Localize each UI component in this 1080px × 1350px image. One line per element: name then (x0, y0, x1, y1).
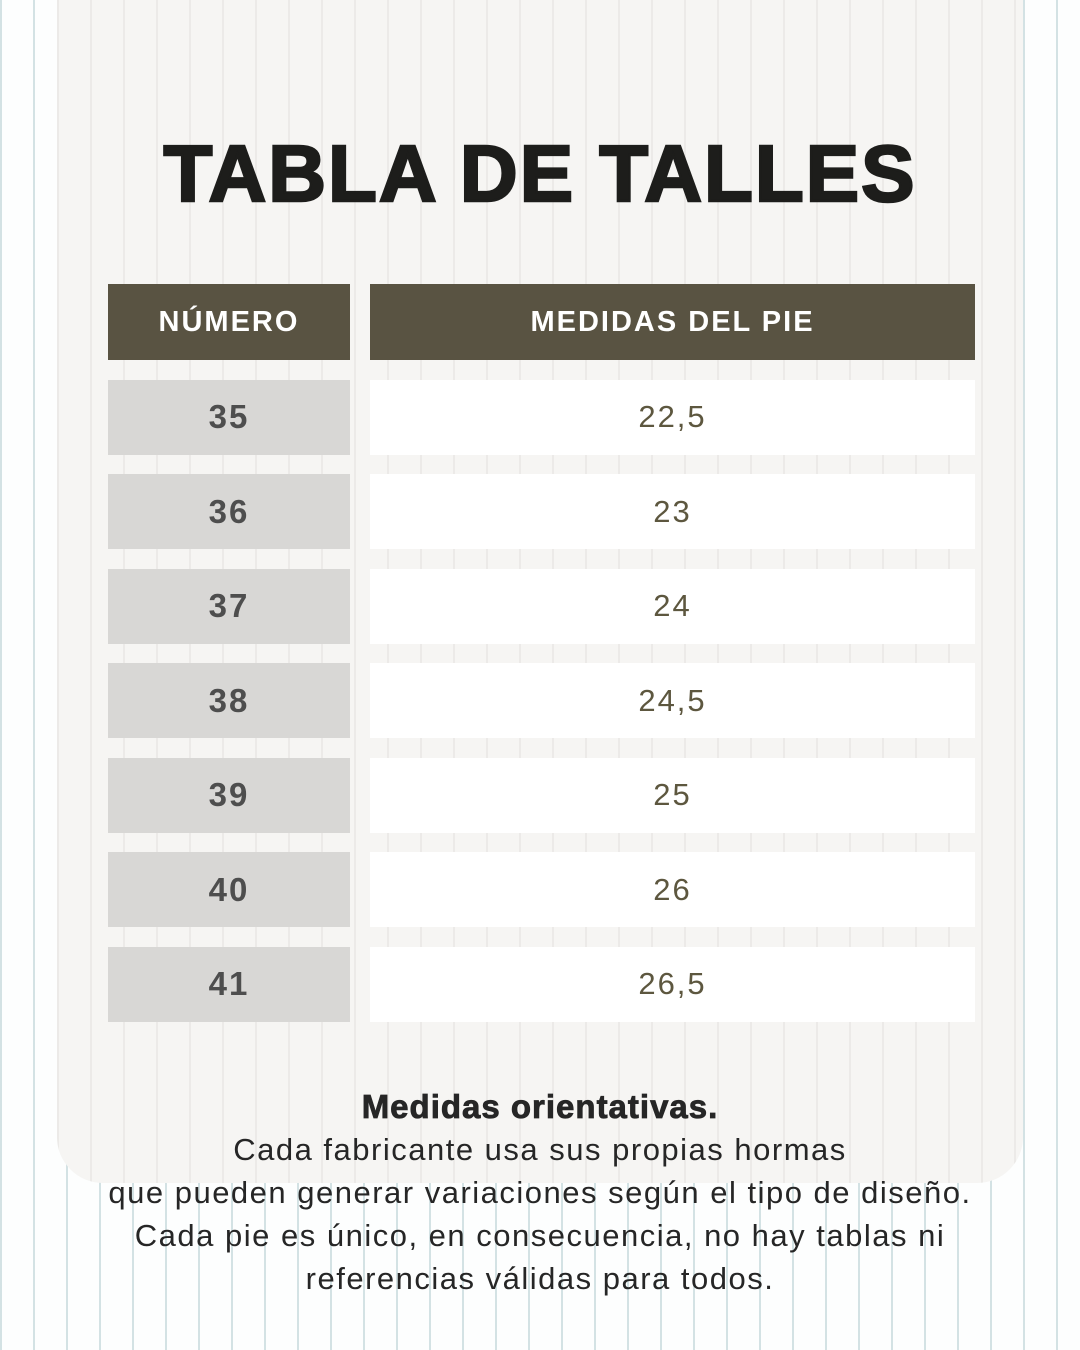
measure-cell: 26 (370, 852, 975, 927)
size-cell: 39 (108, 758, 350, 833)
measure-cell: 24 (370, 569, 975, 644)
measure-cell: 22,5 (370, 380, 975, 455)
size-cell: 41 (108, 947, 350, 1022)
footer-note (0, 1085, 1080, 1300)
column-header-number: NÚMERO (108, 284, 350, 360)
measure-cell: 25 (370, 758, 975, 833)
size-table (108, 284, 975, 1022)
size-cell: 38 (108, 663, 350, 738)
page-title: TABLA DE TALLES (163, 129, 917, 218)
size-cell: 37 (108, 569, 350, 644)
measure-cell: 24,5 (370, 663, 975, 738)
footer-line: que pueden generar variaciones según el tipo de diseño. (108, 1175, 972, 1210)
size-cell: 40 (108, 852, 350, 927)
column-header-measure: MEDIDAS DEL PIE (370, 284, 975, 360)
size-cell: 36 (108, 474, 350, 549)
measure-cell: 26,5 (370, 947, 975, 1022)
footer-line: Cada pie es único, en consecuencia, no hay tablas ni (134, 1218, 946, 1253)
footer-line: Cada fabricante usa sus propias hormas (233, 1132, 847, 1167)
footer-heading: Medidas orientativas. (361, 1088, 719, 1125)
footer-line: referencias válidas para todos. (305, 1261, 775, 1296)
measure-cell: 23 (370, 474, 975, 549)
size-cell: 35 (108, 380, 350, 455)
